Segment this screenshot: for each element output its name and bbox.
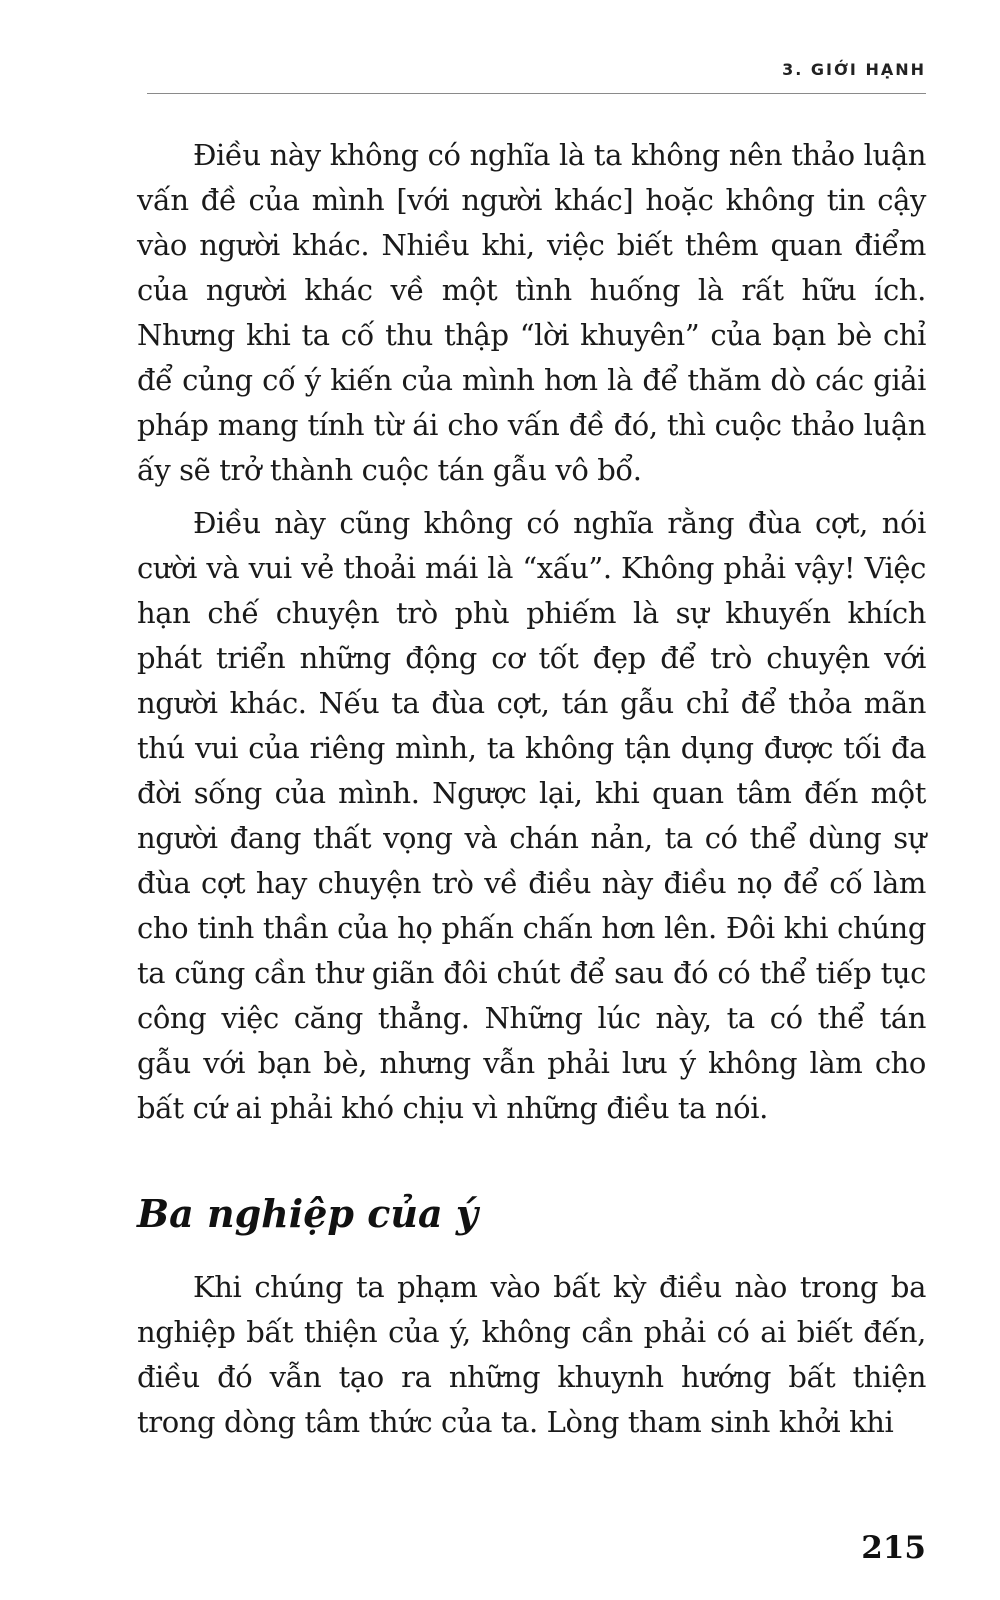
- header-divider: [147, 93, 926, 94]
- running-header: 3. GIỚI HẠNH: [782, 60, 926, 79]
- body-paragraph: Điều này không có nghĩa là ta không nên thảo luận vấn đề của mình [với người khác] hoặc không tin cậy vào người khác. Nhiều khi, việc biết thêm quan điểm của người khác về một tình huống là rất hữu ích. Nhưng khi ta cố thu thập “lời khuyên” của bạn bè chỉ để củng cố ý kiến của mình hơn là để thăm dò các giải pháp mang tính từ ái cho vấn đề đó, thì cuộc thảo luận ấy sẽ trở thành cuộc tán gẫu vô bổ.: [137, 138, 926, 487]
- body-paragraph: Điều này cũng không có nghĩa rằng đùa cợt, nói cười và vui vẻ thoải mái là “xấu”. Không phải vậy! Việc hạn chế chuyện trò phù phiếm là sự khuyến khích phát triển những động cơ tốt đẹp để trò chuyện với người khác. Nếu ta đùa cợt, tán gẫu chỉ để thỏa mãn thú vui của riêng mình, ta không tận dụng được tối đa đời sống của mình. Ngược lại, khi quan tâm đến một người đang thất vọng và chán nản, ta có thể dùng sự đùa cợt hay chuyện trò về điều này điều nọ để cố làm cho tinh thần của họ phấn chấn hơn lên. Đôi khi chúng ta cũng cần thư giãn đôi chút để sau đó có thể tiếp tục công việc căng thẳng. Những lúc này, ta có thể tán gẫu với bạn bè, nhưng vẫn phải lưu ý không làm cho bất cứ ai phải khó chịu vì những điều ta nói.: [137, 506, 926, 1125]
- page-body: [137, 133, 926, 1445]
- page-number: 215: [861, 1530, 926, 1566]
- section-heading: Ba nghiệp của ý: [137, 1191, 478, 1236]
- body-paragraph: Khi chúng ta phạm vào bất kỳ điều nào trong ba nghiệp bất thiện của ý, không cần phải có ai biết đến, điều đó vẫn tạo ra những khuynh hướng bất thiện trong dòng tâm thức của ta. Lòng tham sinh khởi khi: [137, 1270, 926, 1439]
